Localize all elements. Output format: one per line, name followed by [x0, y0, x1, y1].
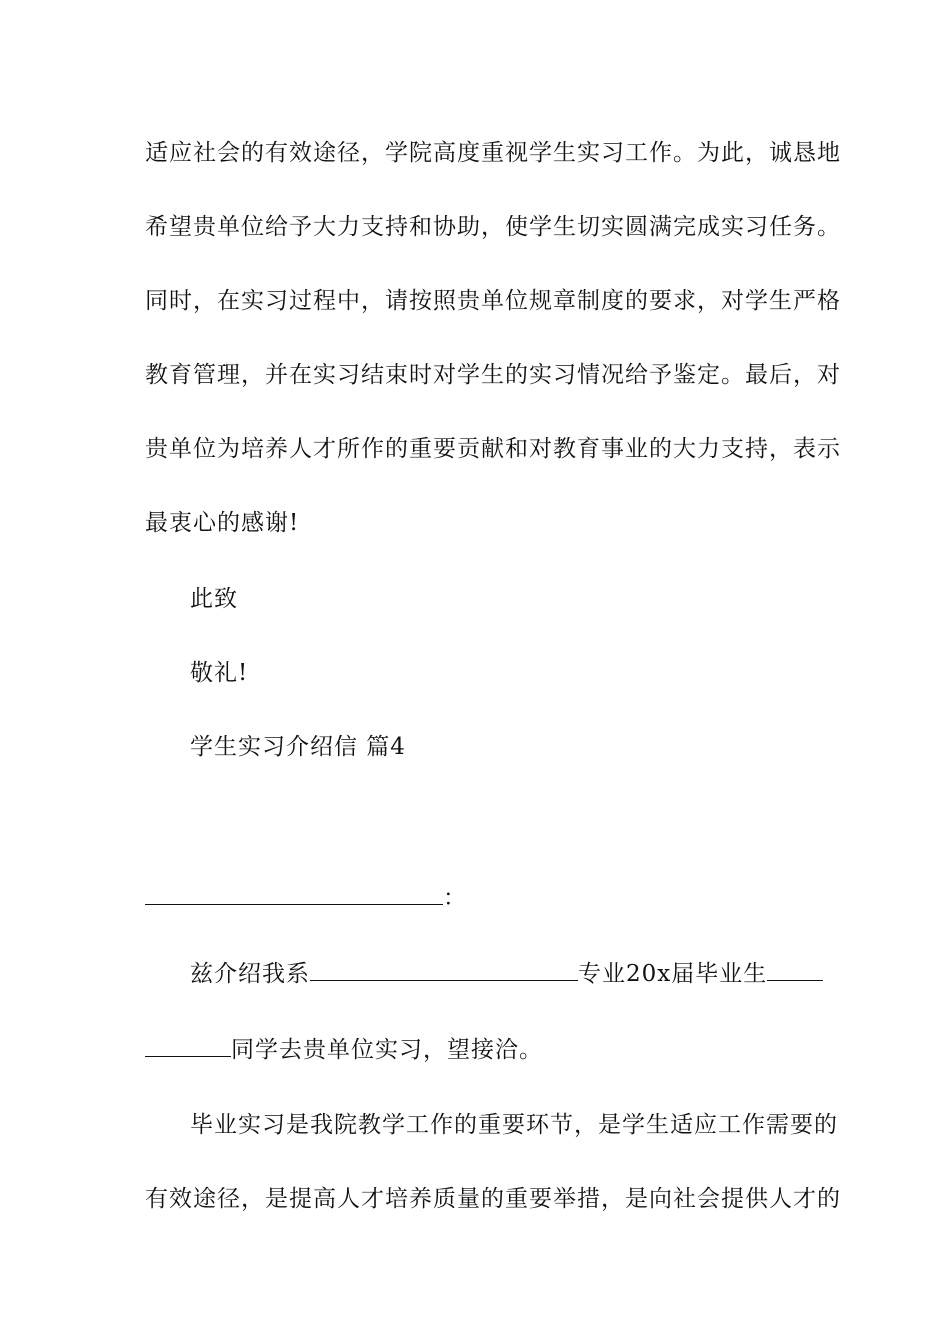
- recipient-blank: [145, 882, 443, 905]
- body-text-line: 希望贵单位给予大力支持和协助，使学生切实圆满完成实习任务。: [145, 214, 841, 240]
- body-text-line: 适应社会的有效途径，学院高度重视学生实习工作。为此，诚恳地: [145, 140, 841, 166]
- student-name-blank: [767, 958, 823, 981]
- intro-text: 专业20x届毕业生: [578, 961, 768, 987]
- body-text-line: 贵单位为培养人才所作的重要贡献和对教育事业的大力支持，表示: [145, 436, 841, 462]
- salutation-colon: ：: [443, 885, 467, 911]
- closing-greeting: 此致: [190, 586, 238, 612]
- body-text-line: 有效途径，是提高人才培养质量的重要举措，是向社会提供人才的: [145, 1186, 841, 1212]
- student-name-blank-continued: [145, 1034, 231, 1057]
- intro-line-continued: [145, 1034, 815, 1065]
- intro-line: [190, 958, 810, 989]
- closing-salute: 敬礼!: [190, 660, 249, 686]
- intro-text: 同学去贵单位实习，望接洽。: [231, 1037, 543, 1063]
- salutation-line: [145, 882, 815, 913]
- body-text-line: 教育管理，并在实习结束时对学生的实习情况给予鉴定。最后，对: [145, 362, 841, 388]
- major-blank: [310, 958, 578, 981]
- section-title: 学生实习介绍信 篇4: [190, 734, 406, 760]
- body-text-line: 毕业实习是我院教学工作的重要环节，是学生适应工作需要的: [190, 1112, 838, 1138]
- body-text-line: 最衷心的感谢!: [145, 510, 300, 536]
- intro-text: 兹介绍我系: [190, 961, 310, 987]
- body-text-line: 同时，在实习过程中，请按照贵单位规章制度的要求，对学生严格: [145, 288, 841, 314]
